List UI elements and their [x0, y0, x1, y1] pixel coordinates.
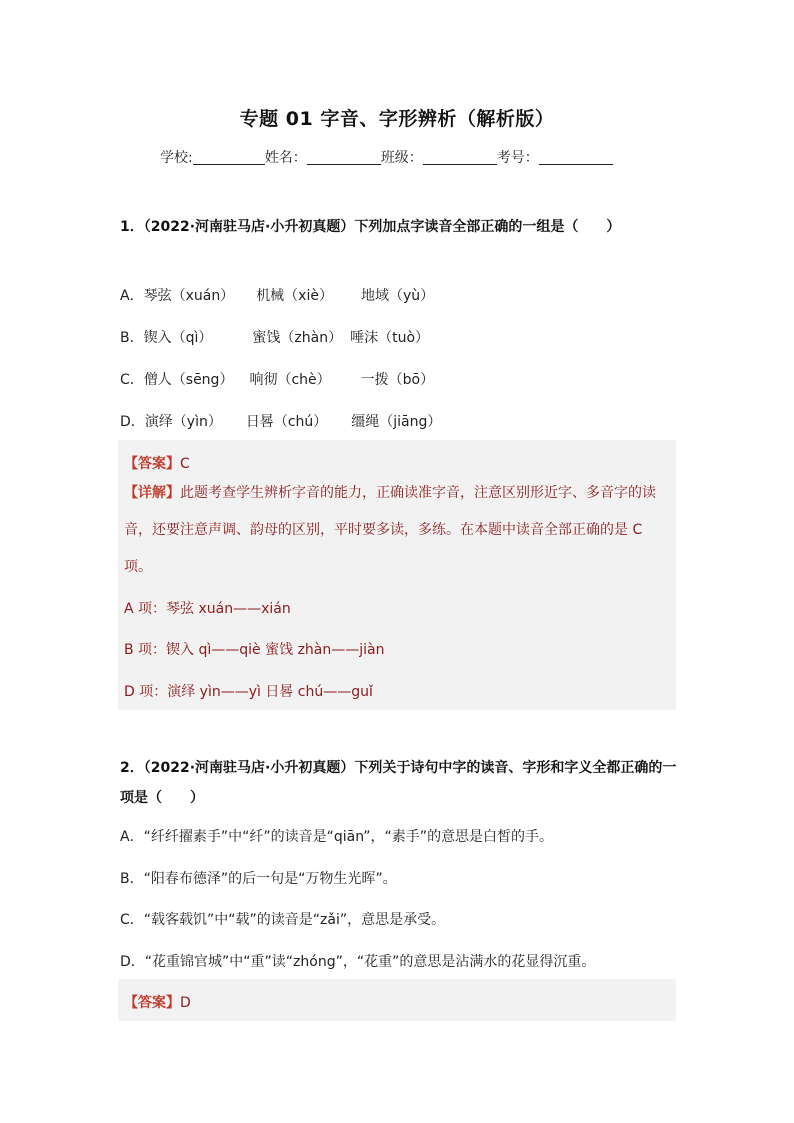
q2-answer	[124, 992, 191, 1012]
q1-option-d-part1: D．演绎（yìn）	[120, 414, 222, 430]
q1-answer-box	[118, 440, 676, 710]
exam-no-label: 考号：	[496, 150, 539, 166]
q1-option-c-part1: C．僧人（sēng）	[120, 372, 234, 388]
answer-tag: 【答案】	[124, 456, 180, 472]
answer-value: D	[180, 995, 191, 1011]
q1-option-c[interactable]	[120, 369, 434, 389]
q1-option-d-part2: 日晷（chú）	[245, 414, 328, 430]
school-label: 学校:	[160, 150, 193, 166]
q1-option-d-part3: 缰绳（jiāng）	[351, 414, 442, 430]
question-2-stem: 2．（2022·河南驻马店·小升初真题）下列关于诗句中字的读音、字形和字义全都正确的一项是（ ）	[120, 760, 677, 806]
detail-text: 此题考查学生辨析字音的能力，正确读准字音，注意区别形近字、多音字的读音，还要注意声调、韵母的区别，平时要多读，多练。在本题中读音全部正确的是 C 项。	[124, 485, 656, 575]
name-label: 姓名：	[264, 150, 307, 166]
answer-value: C	[180, 456, 190, 472]
name-blank[interactable]	[307, 150, 381, 165]
student-info-line	[160, 147, 613, 167]
q1-option-c-part2: 响彻（chè）	[249, 372, 331, 388]
q1-note-a: A 项：琴弦 xuán——xián	[124, 601, 291, 617]
class-blank[interactable]	[423, 150, 497, 165]
q1-answer	[124, 453, 190, 473]
q2-option-d[interactable]: D．“花重锦官城”中“重”读“zhóng”，“花重”的意思是沾满水的花显得沉重。	[120, 954, 596, 970]
school-blank[interactable]	[193, 150, 265, 165]
q1-option-b[interactable]	[120, 327, 429, 347]
answer-tag: 【答案】	[124, 995, 180, 1011]
page-title: 专题 01 字音、字形辨析（解析版）	[239, 108, 555, 130]
q1-option-a[interactable]	[120, 285, 434, 305]
q2-answer-box	[118, 979, 676, 1021]
q1-option-b-part1: B．锲入（qì）	[120, 330, 213, 346]
q1-option-d[interactable]	[120, 411, 441, 431]
q1-note-b: B 项：锲入 qì——qiè 蜜饯 zhàn——jiàn	[124, 642, 385, 658]
q1-option-a-part1: A．琴弦（xuán）	[120, 288, 235, 304]
q2-option-a[interactable]: A．“纤纤擢素手”中“纤”的读音是“qiān”，“素手”的意思是白皙的手。	[120, 829, 554, 845]
q1-option-b-part2: 蜜饯（zhàn）	[252, 330, 343, 346]
q1-option-b-part3: 唾沫（tuò）	[350, 330, 430, 346]
q1-option-c-part3: 一拨（bō）	[360, 372, 435, 388]
exam-no-blank[interactable]	[539, 150, 613, 165]
question-1-stem: 1．（2022·河南驻马店·小升初真题）下列加点字读音全部正确的一组是（ ）	[120, 219, 621, 235]
q1-detail	[124, 475, 672, 586]
q1-note-d: D 项：演绎 yìn——yì 日晷 chú——guǐ	[124, 684, 373, 700]
detail-tag: 【详解】	[124, 485, 180, 501]
q2-option-b[interactable]: B．“阳春布德泽”的后一句是“万物生光晖”。	[120, 871, 397, 887]
q1-option-a-part3: 地域（yù）	[360, 288, 435, 304]
q2-option-c[interactable]: C．“载客载饥”中“载”的读音是“zǎi”，意思是承受。	[120, 912, 446, 928]
class-label: 班级：	[380, 150, 423, 166]
q1-option-a-part2: 机械（xiè）	[256, 288, 333, 304]
